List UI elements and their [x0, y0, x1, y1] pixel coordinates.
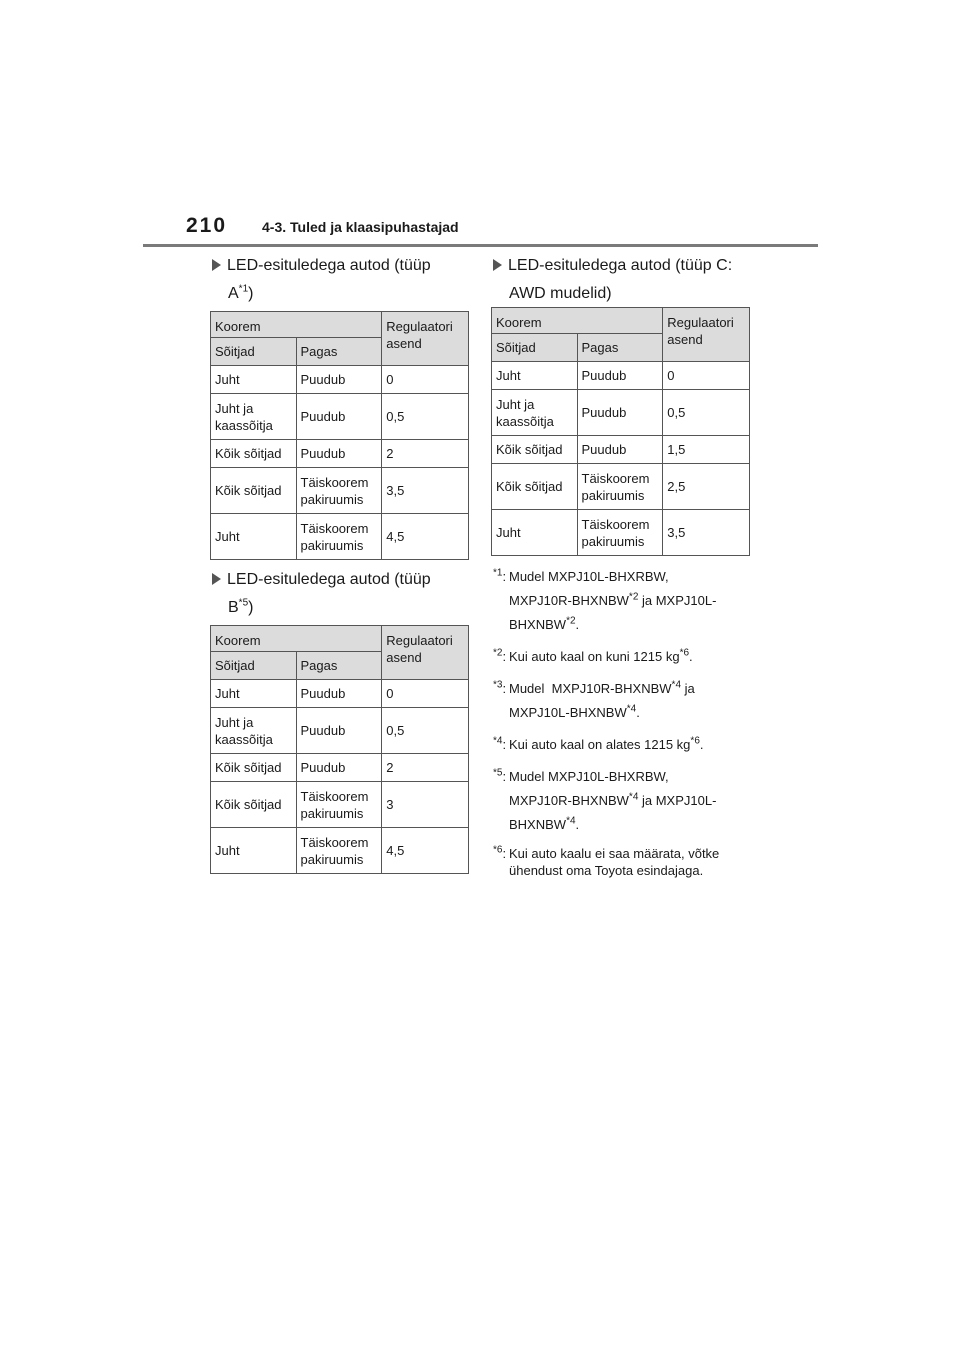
footnote-number: 5	[496, 767, 503, 779]
table-type-a	[210, 311, 469, 560]
page-number: 210	[186, 214, 228, 237]
table-type-b	[210, 625, 469, 874]
table-row	[211, 754, 469, 782]
footnote-ref: *6	[690, 735, 700, 747]
heading-text-line2	[212, 280, 431, 308]
cell-value: 2	[382, 440, 469, 468]
footnote-marker: $^{*1}$:	[493, 567, 507, 584]
table-row	[211, 394, 469, 440]
cell-passengers: Juht ja kaassõitja	[211, 394, 297, 440]
table-row	[492, 390, 750, 436]
heading-type-b	[212, 566, 431, 622]
footnote-text: ühendust oma Toyota esindajaga.	[509, 863, 704, 878]
table-row	[211, 708, 469, 754]
footnote-ref: *6	[679, 647, 690, 659]
cell-luggage: Puudub	[296, 440, 382, 468]
footnote-marker: $^{*6}$:	[493, 844, 507, 861]
footnote-number: 4	[496, 735, 503, 747]
col-header-passengers: Sõitjad	[492, 334, 578, 362]
cell-value: 0,5	[382, 394, 469, 440]
cell-passengers: Kõik sõitjad	[492, 436, 578, 464]
col-header-passengers: Sõitjad	[211, 338, 297, 366]
cell-luggage: Puudub	[296, 394, 382, 440]
cell-passengers: Juht	[211, 828, 297, 874]
cell-luggage: Puudub	[296, 680, 382, 708]
footnote-ref: *1	[238, 283, 249, 295]
footnote-ref: *4	[628, 791, 639, 803]
cell-luggage: Täiskoorem pakiruumis	[296, 828, 382, 874]
footnote-6	[493, 845, 763, 879]
cell-luggage: Puudub	[296, 754, 382, 782]
footnote-marker: $^{*5}$:	[493, 767, 507, 784]
footnote-text: MXPJ10R-BHXNBW	[509, 793, 629, 808]
cell-value: 0	[382, 680, 469, 708]
cell-passengers: Kõik sõitjad	[211, 468, 297, 514]
footnote-text: Mudel MXPJ10R-BHXNBW	[509, 681, 672, 696]
heading-text: LED-esituledega autod (tüüp	[227, 257, 431, 274]
cell-luggage: Täiskoorem pakiruumis	[296, 468, 382, 514]
cell-value: 0,5	[663, 390, 750, 436]
cell-value: 3,5	[382, 468, 469, 514]
triangle-bullet-icon	[493, 259, 502, 271]
cell-value: 3	[382, 782, 469, 828]
col-header-luggage: Pagas	[577, 334, 663, 362]
heading-type-a	[212, 252, 431, 308]
cell-value: 0	[663, 362, 750, 390]
footnote-text: Mudel MXPJ10L-BHXRBW,	[509, 769, 669, 784]
footnote-text: Kui auto kaal on kuni 1215 kg	[509, 649, 680, 664]
cell-luggage: Puudub	[577, 390, 663, 436]
heading-type-letter: B	[228, 599, 239, 616]
col-header-load: Koorem	[211, 312, 382, 338]
heading-text-line2: AWD mudelid)	[509, 285, 612, 302]
cell-passengers: Kõik sõitjad	[211, 754, 297, 782]
footnote-marker: $^{*4}$:	[493, 735, 507, 752]
table-row	[211, 366, 469, 394]
heading-paren: )	[248, 599, 254, 616]
footnote-marker: $^{*2}$:	[493, 647, 507, 664]
footnote-text: .	[575, 617, 580, 632]
heading-text-line2	[212, 594, 431, 622]
footnote-2	[493, 645, 763, 669]
footnote-text: .	[636, 705, 640, 720]
cell-luggage: Täiskoorem pakiruumis	[577, 510, 663, 556]
cell-passengers: Juht ja kaassõitja	[492, 390, 578, 436]
footnote-text: .	[689, 649, 693, 664]
table-row	[492, 362, 750, 390]
table-row	[211, 440, 469, 468]
cell-passengers: Juht ja kaassõitja	[211, 708, 297, 754]
cell-passengers: Kõik sõitjad	[211, 440, 297, 468]
col-header-luggage: Pagas	[296, 652, 382, 680]
footnote-number: 1	[496, 567, 503, 579]
col-header-load: Koorem	[492, 308, 663, 334]
footnote-text: BHXNBW	[509, 817, 567, 832]
footnote-number: 2	[496, 647, 503, 659]
table-row	[211, 514, 469, 560]
footnote-ref: *4	[566, 815, 576, 827]
footnote-number: 6	[496, 844, 503, 856]
footnote-text: .	[575, 817, 580, 832]
footnote-ref: *4	[671, 679, 681, 691]
cell-value: 4,5	[382, 514, 469, 560]
col-header-passengers: Sõitjad	[211, 652, 297, 680]
heading-type-letter: A	[228, 285, 239, 302]
footnote-3	[493, 677, 763, 725]
section-title: 4-3. Tuled ja klaasipuhastajad	[262, 219, 459, 235]
header-rule	[143, 244, 818, 247]
col-header-regulator: Regulaatori asend	[382, 312, 469, 366]
footnotes	[493, 565, 763, 887]
cell-value: 0	[382, 366, 469, 394]
heading-text: LED-esituledega autod (tüüp C:	[508, 257, 733, 274]
cell-passengers: Juht	[211, 680, 297, 708]
footnote-text: ja	[681, 681, 695, 696]
table-row	[211, 468, 469, 514]
cell-luggage: Puudub	[296, 366, 382, 394]
footnote-ref: *2	[566, 615, 576, 627]
cell-value: 2,5	[663, 464, 750, 510]
footnote-text: Kui auto kaalu ei saa määrata, võtke	[509, 846, 720, 861]
cell-luggage: Puudub	[296, 708, 382, 754]
table-row	[211, 828, 469, 874]
table-row	[211, 680, 469, 708]
footnote-4	[493, 733, 763, 757]
footnote-text: ja MXPJ10L-	[638, 793, 717, 808]
footnote-text: Mudel MXPJ10L-BHXRBW,	[509, 569, 669, 584]
col-header-regulator: Regulaatori asend	[663, 308, 750, 362]
footnote-text: ja MXPJ10L-	[638, 593, 717, 608]
footnote-text: MXPJ10R-BHXNBW	[509, 593, 629, 608]
table-type-c	[491, 307, 750, 556]
cell-value: 1,5	[663, 436, 750, 464]
table-row	[492, 464, 750, 510]
footnote-text: MXPJ10L-BHXNBW	[509, 705, 627, 720]
footnote-text: BHXNBW	[509, 617, 567, 632]
cell-luggage: Täiskoorem pakiruumis	[296, 782, 382, 828]
table-row	[211, 782, 469, 828]
cell-passengers: Juht	[211, 514, 297, 560]
cell-passengers: Juht	[211, 366, 297, 394]
cell-value: 0,5	[382, 708, 469, 754]
cell-passengers: Juht	[492, 510, 578, 556]
heading-paren: )	[248, 285, 254, 302]
cell-passengers: Kõik sõitjad	[492, 464, 578, 510]
table-row	[492, 510, 750, 556]
cell-value: 4,5	[382, 828, 469, 874]
footnote-text: Kui auto kaal on alates 1215 kg	[509, 737, 691, 752]
footnote-number: 3	[496, 679, 503, 691]
footnote-5	[493, 765, 763, 837]
cell-luggage: Puudub	[577, 436, 663, 464]
cell-luggage: Täiskoorem pakiruumis	[577, 464, 663, 510]
cell-value: 3,5	[663, 510, 750, 556]
footnote-ref: *2	[628, 591, 639, 603]
footnote-ref: *4	[626, 703, 637, 715]
footnote-text: .	[699, 737, 704, 752]
cell-passengers: Juht	[492, 362, 578, 390]
cell-luggage: Täiskoorem pakiruumis	[296, 514, 382, 560]
heading-text: LED-esituledega autod (tüüp	[227, 571, 431, 588]
cell-value: 2	[382, 754, 469, 782]
col-header-load: Koorem	[211, 626, 382, 652]
table-row	[492, 436, 750, 464]
cell-passengers: Kõik sõitjad	[211, 782, 297, 828]
triangle-bullet-icon	[212, 573, 221, 585]
col-header-regulator: Regulaatori asend	[382, 626, 469, 680]
footnote-ref: *5	[238, 597, 249, 609]
footnote-marker: $^{*3}$:	[493, 679, 507, 696]
cell-luggage: Puudub	[577, 362, 663, 390]
triangle-bullet-icon	[212, 259, 221, 271]
footnote-1	[493, 565, 763, 637]
col-header-luggage: Pagas	[296, 338, 382, 366]
heading-type-c	[493, 252, 732, 308]
